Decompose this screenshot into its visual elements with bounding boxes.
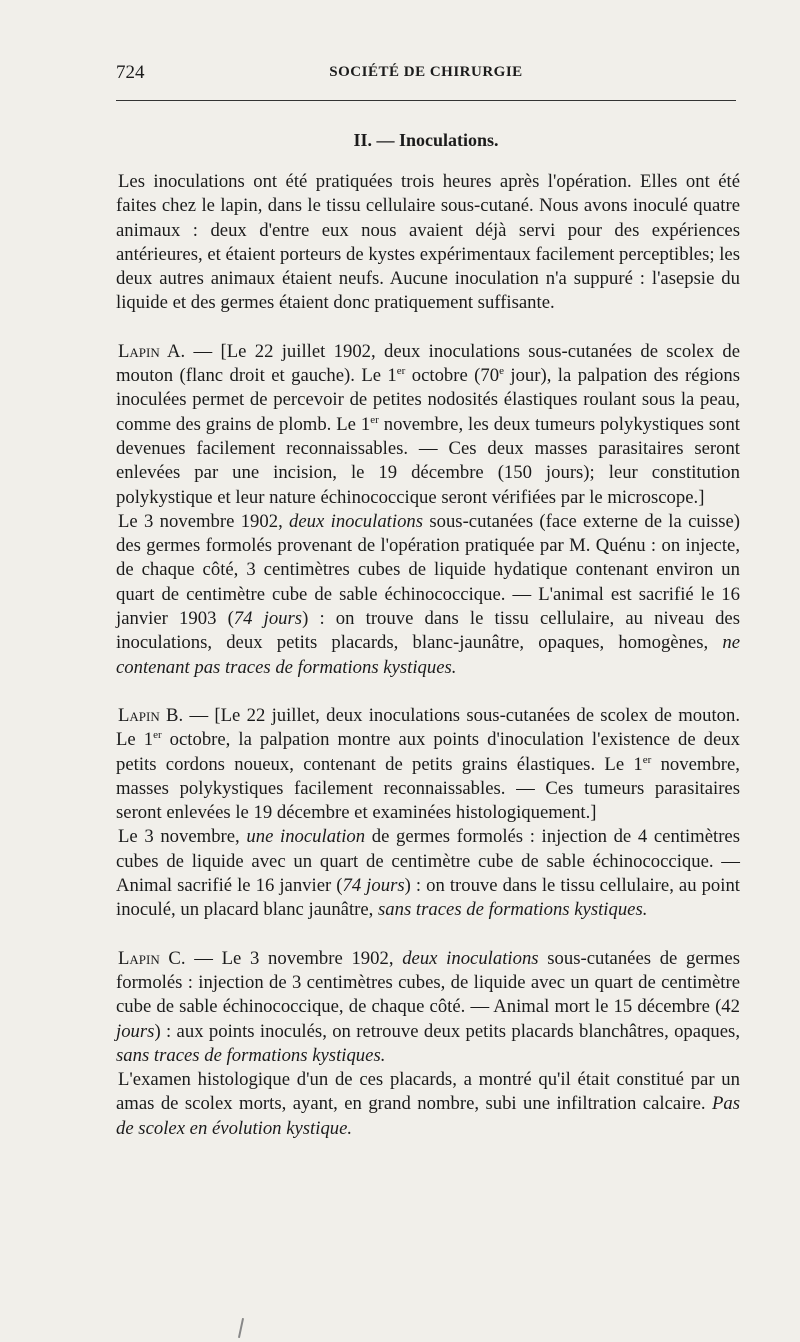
lapin-a-paragraph <box>116 340 740 510</box>
italic-run: sans traces de formations kystiques. <box>378 899 648 921</box>
text-run: de germes formolés : injection de 4 centimètres cubes de liquide avec un quart de centimètre cube de sable échinococcique. — Animal sacrifié le 16 janvier ( <box>116 826 740 897</box>
lapin-c-label: Lapin C. <box>118 947 186 969</box>
intro-paragraph <box>116 170 740 316</box>
italic-run: ne contenant pas traces de formations kystiques. <box>116 632 740 678</box>
lapin-b-label: Lapin B. <box>118 704 184 726</box>
page-number: 724 <box>116 62 145 83</box>
lapin-b-paragraph <box>116 704 740 825</box>
italic-run: Pas de scolex en évolution kystique. <box>116 1093 740 1139</box>
italic-run: jours <box>116 1020 155 1042</box>
header-rule <box>116 100 736 101</box>
page-header <box>116 62 736 88</box>
text-run: sous-cutanées (face externe de la cuisse) des germes formolés provenant de l'opération pratiquée par M. Quénu : on injecte, de chaque côté, 3 centimètres cubes de liquide hydatique contenant environ un quart de centimètre cube de sable échinococcique. — L'animal est sacrifié le 16 janvier 1903 ( <box>116 510 740 630</box>
lapin-c-paragraph <box>116 947 740 1068</box>
body-text <box>116 170 740 1141</box>
lapin-a-bracket: — [Le 22 juillet 1902, deux inoculations sous-cutanées de scolex de mouton (flanc droit et gauche). Le 1er octobre (70e jour), la palpation des régions inoculées permet de percevoir de petites nodosités élastiques roulant sous la peau, comme des grains de plomb. Le 1er novembre, les deux tumeurs polykystiques sont devenues facilement reconnaissables. — Ces deux masses parasitaires seront enlevées par une incision, le 19 décembre (150 jours); leur constitution polykystique et leur nature échinococcique seront vérifiées par le microscope.] <box>116 340 740 508</box>
italic-run: 74 jours <box>233 608 303 630</box>
lapin-a-label: Lapin A. <box>118 340 186 362</box>
intro-text: Les inoculations ont été pratiquées trois heures après l'opération. Elles ont été faites chez le lapin, dans le tissu cellulaire sous-cutané. Nous avons inoculé quatre animaux : deux d'entre eux nous avaient déjà servi pour des expériences antérieures, et étaient porteurs de kystes expérimentaux facilement perceptibles; les deux autres animaux étaient neufs. Aucune inoculation n'a suppuré : l'asepsie du liquide et des germes étaient donc pratiquement suffisante. <box>116 171 740 314</box>
italic-run: deux inoculations <box>402 947 539 969</box>
text-run: Le 3 novembre 1902, <box>118 510 290 532</box>
text-run: — Le 3 novembre 1902, <box>185 947 403 969</box>
text-run: ) : aux points inoculés, on retrouve deux petits placards blanchâtres, opaques, <box>154 1020 740 1042</box>
italic-run: une inoculation <box>246 826 366 848</box>
running-title: SOCIÉTÉ DE CHIRURGIE <box>329 64 523 80</box>
text-run: ) : on trouve dans le tissu cellulaire, au point inoculé, un placard blanc jaunâtre, <box>116 875 740 921</box>
lapin-b-bracket: — [Le 22 juillet, deux inoculations sous-cutanées de scolex de mouton. Le 1er octobre, la palpation montre aux points d'inoculation l'existence de deux petits cordons noueux, contenant de petits grains élastiques. Le 1er novembre, masses polykystiques facilement reconnaissables. — Ces tumeurs parasitaires seront enlevées le 19 décembre et examinées histologiquement.] <box>116 704 741 824</box>
lapin-b-inoculation-paragraph <box>116 825 740 922</box>
text-run: sous-cutanées de germes formolés : injection de 3 centimètres cubes, de liquide avec un quart de centimètre cube de sable échinococcique, de chaque côté. — Animal mort le 15 décembre (42 <box>116 947 740 1018</box>
italic-run: 74 jours <box>342 875 405 897</box>
text-run: L'examen histologique d'un de ces placards, a montré qu'il était constitué par un amas de scolex morts, ayant, en grand nombre, subi une infiltration calcaire. <box>116 1069 740 1115</box>
section-title: II. — Inoculations. <box>353 130 499 150</box>
text-run: Le 3 novembre, <box>118 826 247 848</box>
italic-run: deux inoculations <box>289 510 424 532</box>
pencil-mark <box>238 1318 244 1338</box>
histology-paragraph <box>116 1068 740 1141</box>
italic-run: sans traces de formations kystiques. <box>116 1044 386 1066</box>
lapin-a-inoculation-paragraph <box>116 510 740 680</box>
text-run: ) : on trouve dans le tissu cellulaire, au niveau des inoculations, deux petits placards, blanc-jaunâtre, opaques, homogènes, <box>116 608 740 654</box>
